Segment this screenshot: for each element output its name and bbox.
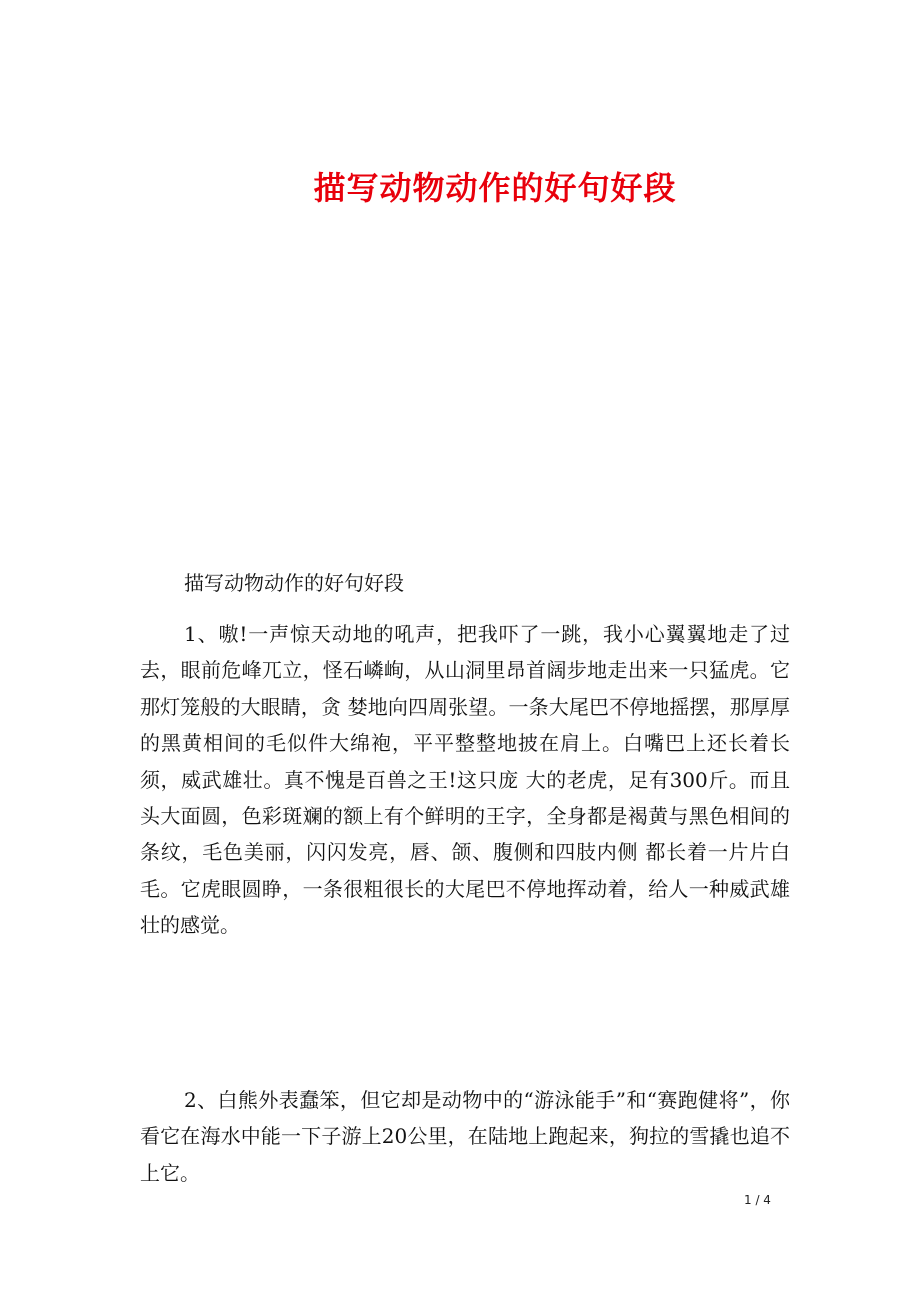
section-subtitle: 描写动物动作的好句好段 <box>184 571 404 595</box>
document-title: 描写动物动作的好句好段 <box>313 169 677 208</box>
paragraph-1: 1、嗷!一声惊天动地的吼声，把我吓了一跳，我小心翼翼地走了过去，眼前危峰兀立，怪石嶙峋，从山洞里昂首阔步地走出来一只猛虎。它那灯笼般的大眼睛，贪 婪地向四周张望。一条大尾巴不停地摇摆，那厚厚的黑黄相间的毛似件大绵袍，平平整整地披在肩上。白嘴巴上还长着长须，威武雄壮。真不愧是百兽之王!这只庞 大的老虎，足有300斤。而且头大面圆，色彩斑斓的额上有个鲜明的王字，全身都是褐黄与黑色相间的条纹，毛色美丽，闪闪发亮，唇、颌、腹侧和四肢内侧 都长着一片片白毛。它虎眼圆睁，一条很粗很长的大尾巴不停地挥动着，给人一种威武雄壮的感觉。 <box>140 622 790 938</box>
paragraph-2: 2、白熊外表蠢笨，但它却是动物中的“游泳能手”和“赛跑健将”，你看它在海水中能一下子游上20公里，在陆地上跑起来，狗拉的雪撬也追不上它。 <box>140 1088 790 1185</box>
page-number: 1 / 4 <box>744 1193 771 1207</box>
